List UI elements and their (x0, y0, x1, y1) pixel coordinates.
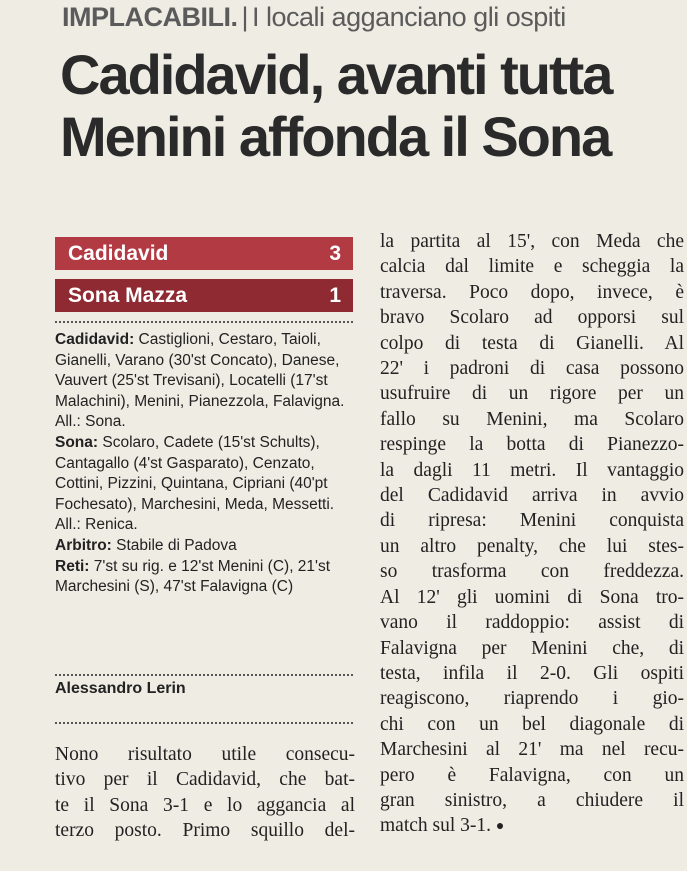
referee-text: Stabile di Padova (111, 536, 237, 554)
divider (55, 674, 353, 676)
article-line: so trasforma con freddezza. (380, 561, 684, 583)
article-column-left (55, 742, 355, 844)
lineup-label: Sona: (55, 433, 99, 451)
referee-label: Arbitro: (55, 536, 112, 554)
kicker-text: I locali agganciano gli ospiti (252, 2, 566, 32)
article-line: gran sinistro, a chiudere il (380, 789, 684, 811)
lineup-text: Scolaro, Cadete (15'st Schults), Cantagallo (4'st Gasparato), Cenzato, Cottini, Pizzini, Quintana, Cipriani (40'pt Fochesato), Marchesini, Meda, Messetti. All.: Renica. (55, 433, 335, 534)
headline (60, 44, 611, 168)
team-name: Sona Mazza (68, 283, 188, 307)
article-line-last (380, 813, 684, 839)
byline: Alessandro Lerin (55, 680, 186, 697)
article-line: terzo posto. Primo squillo del- (55, 820, 355, 842)
article-line: te il Sona 3-1 e lo aggancia al (55, 794, 355, 816)
lineup-cadidavid (55, 330, 355, 433)
article-line: chi con un bel diagonale di (380, 713, 684, 735)
article-line: Marchesini al 21' ma nel recu- (380, 739, 684, 761)
article-line: 22' i padroni di casa possono (380, 358, 684, 380)
team-score: 3 (329, 241, 341, 265)
article-line: la partita al 15', con Meda che (380, 231, 684, 252)
kicker-separator: | (241, 2, 249, 32)
article-line: di ripresa: Menini conquista (380, 510, 684, 532)
article-line: bravo Scolaro ad opporsi sul (380, 307, 684, 329)
article-line: reagiscono, riaprendo i gio- (380, 688, 684, 710)
divider (55, 722, 353, 724)
article-line: respinge la botta di Pianezzo- (380, 434, 684, 456)
end-mark-icon: ● (495, 819, 505, 835)
lineup-sona (55, 433, 355, 536)
article-line: traversa. Poco dopo, invece, è (380, 281, 684, 303)
article-line: colpo di testa di Gianelli. Al (380, 332, 684, 354)
headline-line-1: Cadidavid, avanti tutta (60, 43, 612, 106)
team-score: 1 (329, 283, 341, 307)
lineup-label: Cadidavid: (55, 331, 135, 348)
article-column-right (380, 229, 684, 840)
headline-line-2: Menini affonda il Sona (60, 105, 611, 168)
divider (55, 321, 353, 323)
article-line: fallo su Menini, ma Scolaro (380, 408, 684, 430)
article-line: Falavigna per Menini che, di (380, 637, 684, 659)
article-line: testa, infila il 2-0. Gli ospiti (380, 662, 684, 684)
article-line: vano il raddoppio: assist di (380, 612, 684, 634)
kicker (62, 2, 566, 33)
goals-text: 7'st su rig. e 12'st Menini (C), 21'st Marchesini (S), 47'st Falavigna (C) (55, 557, 331, 596)
score-row-home (55, 237, 353, 270)
article-line: calcia dal limite e scheggia la (380, 256, 684, 278)
article-line: del Cadidavid arriva in avvio (380, 485, 684, 507)
article-line: la dagli 11 metri. Il vantaggio (380, 459, 684, 481)
article-line: pero è Falavigna, con un (380, 764, 684, 786)
article-line: Nono risultato utile consecu- (55, 744, 355, 765)
article-line: Al 12' gli uomini di Sona tro- (380, 586, 684, 608)
kicker-bold: IMPLACABILI. (62, 2, 238, 32)
article-line: un altro penalty, che lui stes- (380, 535, 684, 557)
goals-label: Reti: (55, 557, 90, 575)
article-line: match sul 3-1. (380, 815, 492, 837)
lineup-text: Castiglioni, Cestaro, Taioli, Gianelli, Varano (30'st Concato), Danese, Vauvert (25'st Trevisani), Locatelli (17'st Malachini), Menini, Pianezzola, Falavigna. All.: Sona. (55, 331, 345, 431)
score-row-away (55, 279, 353, 312)
team-name: Cadidavid (68, 241, 169, 265)
article-line: usufruire di un rigore per un (380, 383, 684, 405)
match-sheet (55, 330, 355, 598)
referee (55, 536, 355, 557)
article-line: tivo per il Cadidavid, che bat- (55, 769, 355, 791)
goals (55, 557, 355, 598)
